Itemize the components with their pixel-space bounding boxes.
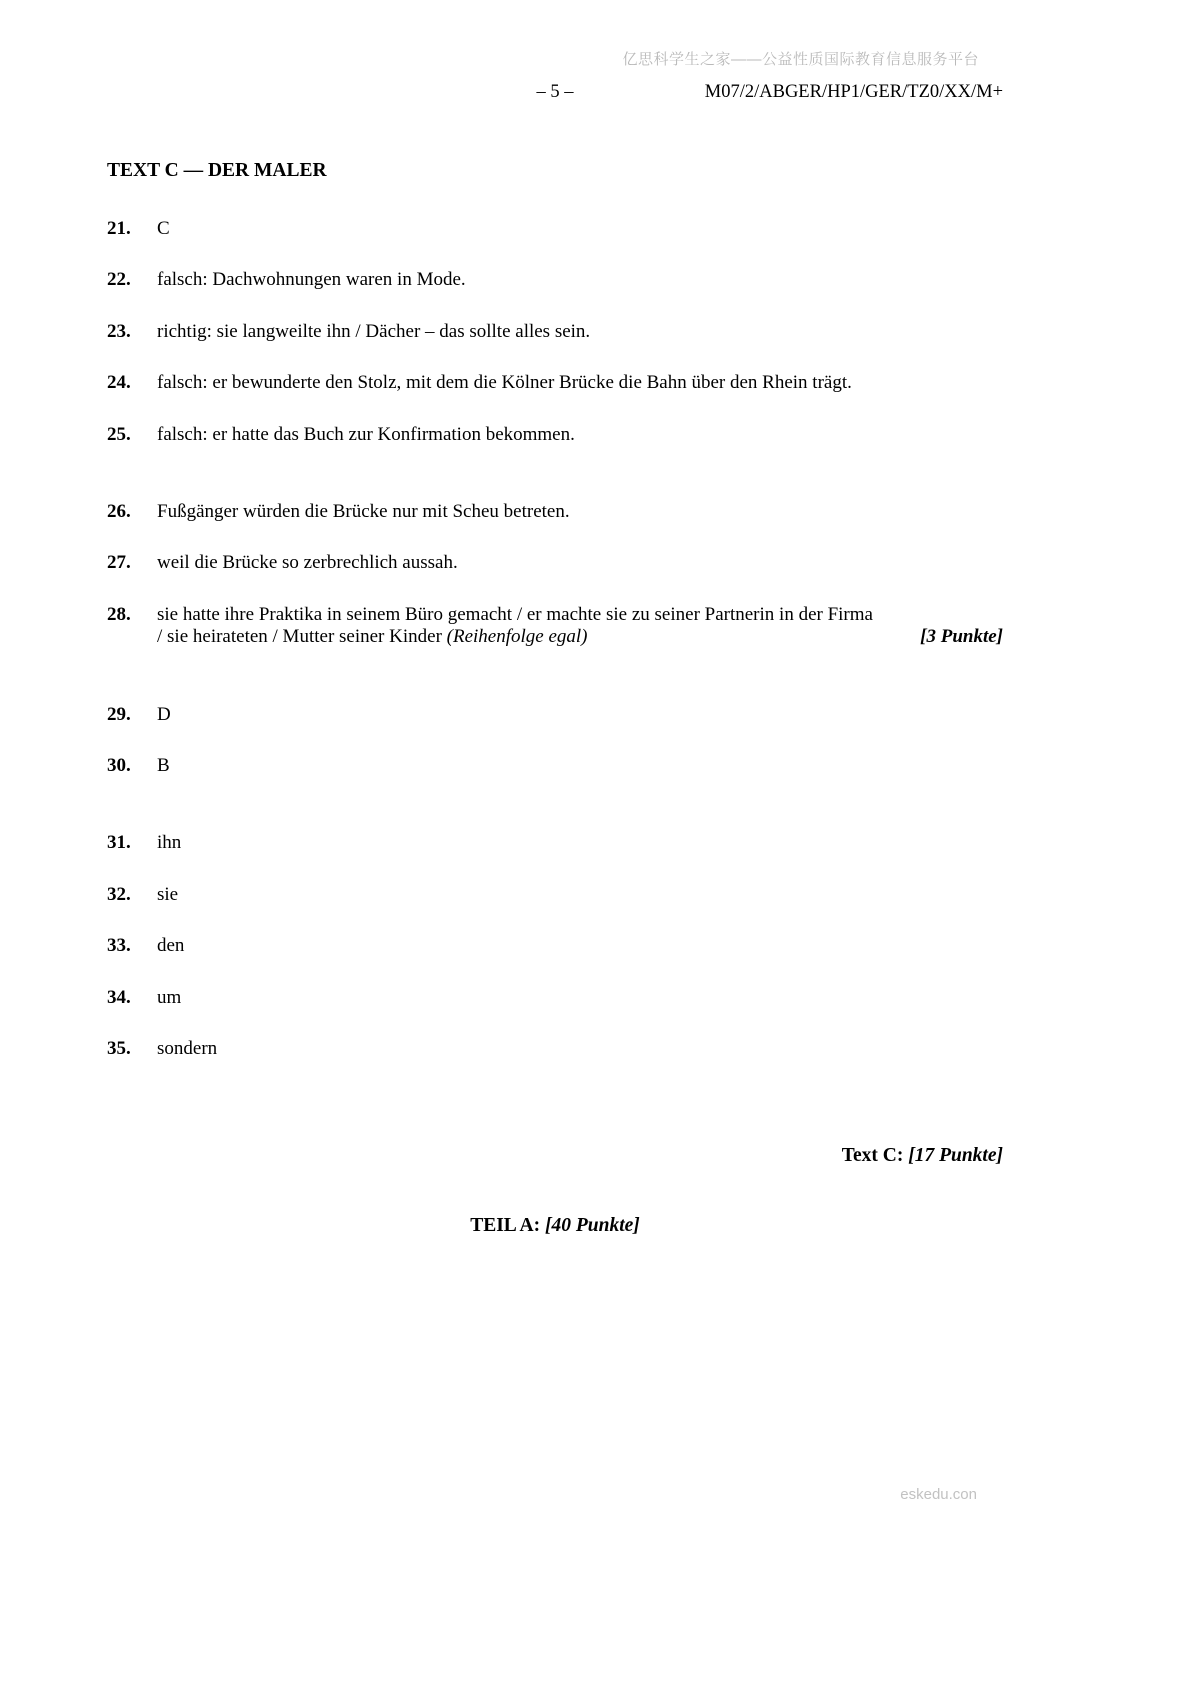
bottom-watermark: eskedu.con <box>900 1486 977 1503</box>
answer-item-35 <box>107 1038 1003 1060</box>
answer-item-24 <box>107 372 1003 394</box>
item-number: 34. <box>107 986 131 1008</box>
item-number: 24. <box>107 372 131 394</box>
item-28-line2 <box>157 626 1003 648</box>
item-text: ihn <box>157 832 182 854</box>
item-number: 25. <box>107 423 131 445</box>
text-c-total <box>107 1145 1003 1167</box>
item-text: falsch: er hatte das Buch zur Konfirmation bekommen. <box>157 423 575 445</box>
item-text: D <box>157 703 171 725</box>
item-text: sie <box>157 883 179 905</box>
section-title: TEXT C — DER MALER <box>107 160 327 181</box>
teil-a-total-label: TEIL A: <box>470 1214 545 1236</box>
item-28-note: (Reihenfolge egal) <box>446 626 588 648</box>
document-code: M07/2/ABGER/HP1/GER/TZ0/XX/M+ <box>704 82 1003 102</box>
answer-item-27 <box>107 552 1003 574</box>
item-text: richtig: sie langweilte ihn / Dächer – das sollte alles sein. <box>157 320 591 342</box>
content-area <box>107 160 1003 1237</box>
answer-item-34 <box>107 987 1003 1009</box>
item-number: 35. <box>107 1038 131 1060</box>
answer-item-30 <box>107 755 1003 777</box>
item-number: 21. <box>107 218 131 239</box>
teil-a-total-points: [40 Punkte] <box>545 1214 640 1236</box>
page-header <box>107 82 1003 106</box>
item-number: 32. <box>107 883 131 905</box>
answer-item-26 <box>107 501 1003 523</box>
item-number: 22. <box>107 269 131 291</box>
item-28-line2-text: / sie heirateten / Mutter seiner Kinder (Reihenfolge egal) <box>157 626 588 648</box>
answer-item-28 <box>107 604 1003 649</box>
item-number: 30. <box>107 755 131 777</box>
answer-item-29 <box>107 704 1003 726</box>
item-text <box>157 604 1003 649</box>
item-text: falsch: Dachwohnungen waren in Mode. <box>157 269 466 291</box>
text-c-total-label: Text C: <box>841 1144 909 1166</box>
item-text: B <box>157 755 170 777</box>
teil-a-total <box>107 1215 1003 1237</box>
text-c-total-points: [17 Punkte] <box>908 1144 1003 1166</box>
item-text: C <box>157 218 170 239</box>
item-text: um <box>157 986 182 1008</box>
item-text: weil die Brücke so zerbrechlich aussah. <box>157 552 458 574</box>
item-text: Fußgänger würden die Brücke nur mit Scheu betreten. <box>157 501 570 523</box>
item-28-line1: sie hatte ihre Praktika in seinem Büro gemacht / er machte sie zu seiner Partnerin in der Firma <box>157 603 873 625</box>
item-number: 31. <box>107 832 131 854</box>
answer-item-32 <box>107 884 1003 906</box>
top-watermark: 亿思科学生之家——公益性质国际教育信息服务平台 <box>622 51 979 68</box>
item-text: falsch: er bewunderte den Stolz, mit dem die Kölner Brücke die Bahn über den Rhein trägt. <box>157 372 852 394</box>
item-text: sondern <box>157 1038 218 1060</box>
answer-item-33 <box>107 935 1003 957</box>
item-number: 33. <box>107 935 131 957</box>
item-number: 27. <box>107 552 131 574</box>
item-number: 23. <box>107 320 131 342</box>
answer-item-22 <box>107 269 1003 291</box>
answer-item-31 <box>107 832 1003 854</box>
answer-item-23 <box>107 321 1003 343</box>
item-text: den <box>157 935 185 957</box>
answer-item-21 <box>107 218 1003 240</box>
item-number: 26. <box>107 501 131 523</box>
item-28-points: [3 Punkte] <box>920 626 1003 648</box>
item-number: 29. <box>107 703 131 725</box>
item-number: 28. <box>107 603 131 625</box>
page-number: – 5 – <box>536 82 574 102</box>
answer-item-25 <box>107 424 1003 446</box>
